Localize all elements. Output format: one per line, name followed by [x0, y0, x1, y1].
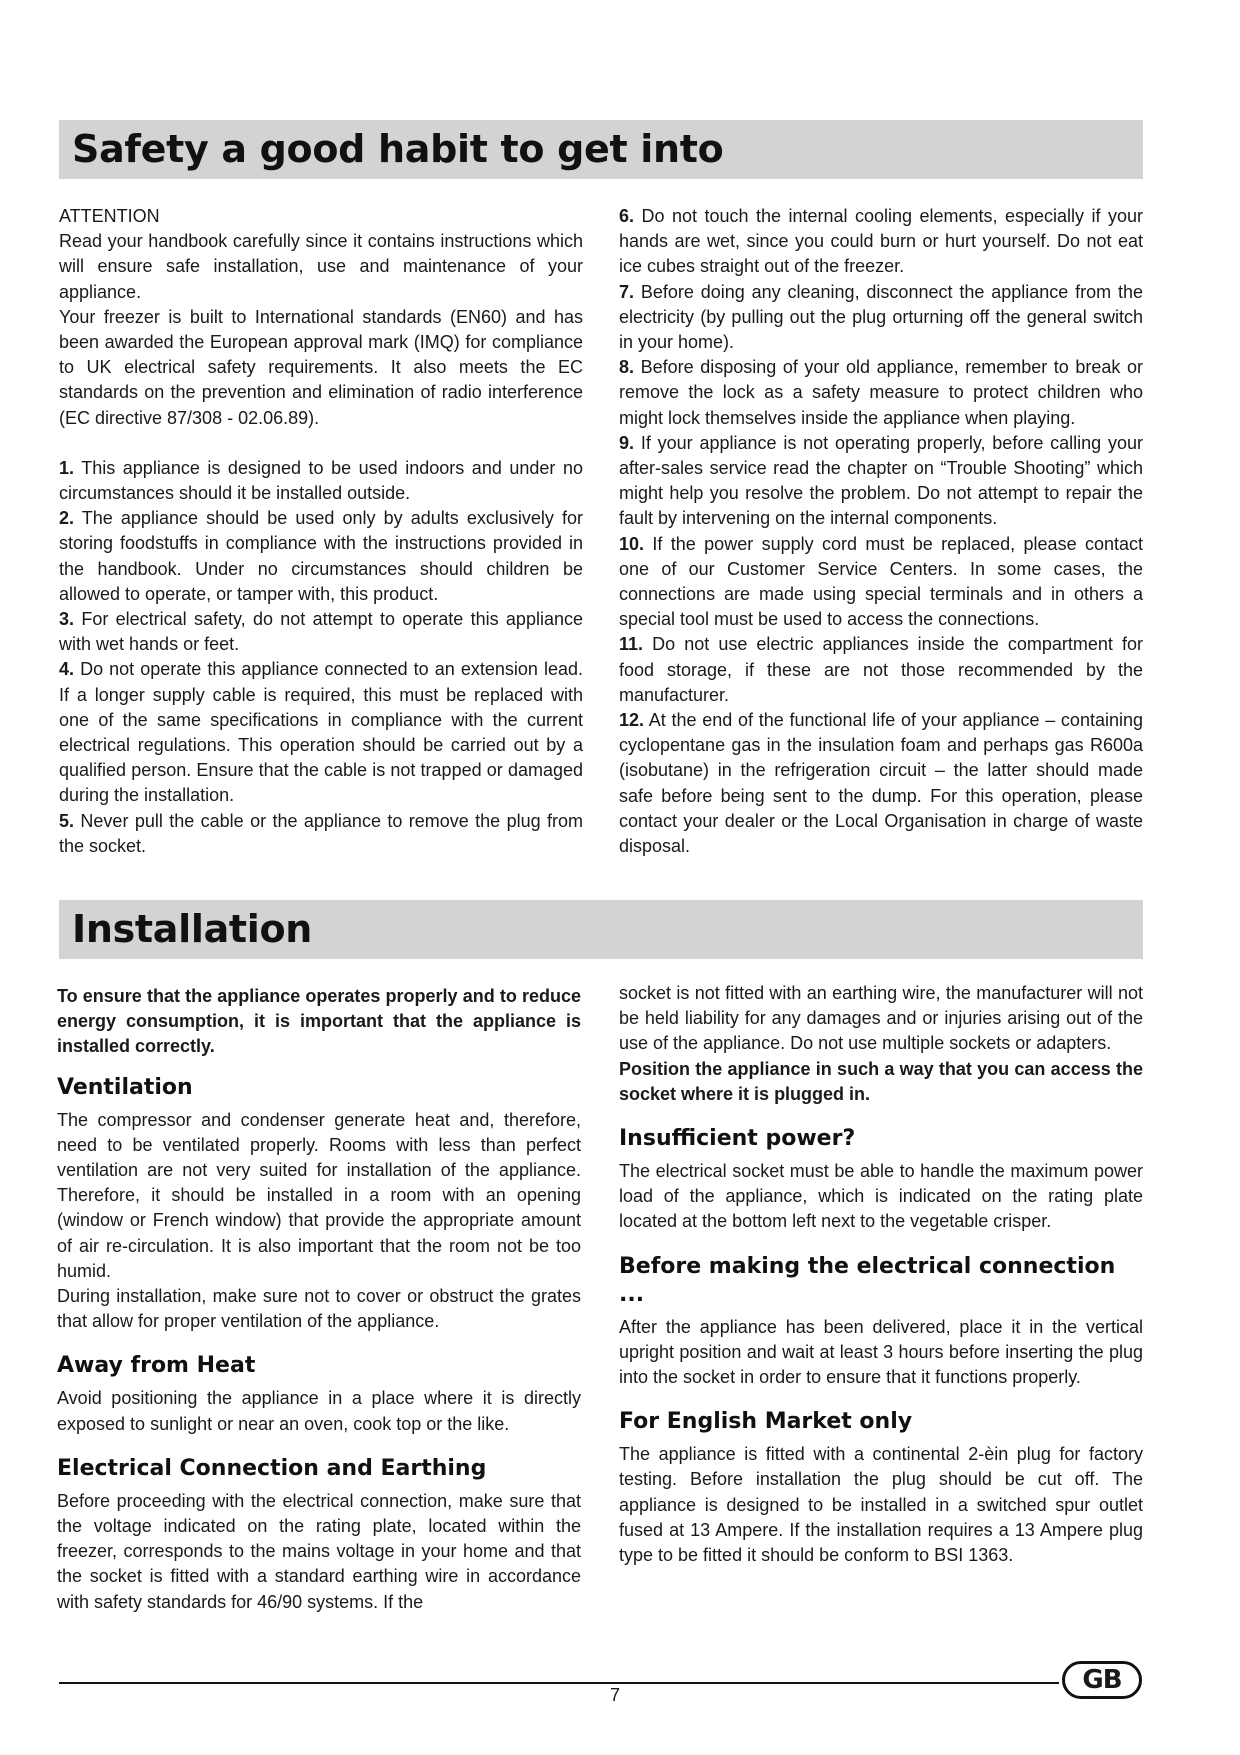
footer-divider	[59, 1682, 1059, 1684]
before-connection-heading: Before making the electrical connection ...	[619, 1253, 1116, 1307]
ventilation-heading: Ventilation	[57, 1074, 193, 1100]
country-badge: GB	[1062, 1661, 1142, 1699]
safety-intro-2: Your freezer is built to International standards (EN60) and has been awarded the European approval mark (IMQ) for compliance to UK electrical safety requirements. It also meets the EC standards on the prevention and elimination of radio interference (EC directive 87/308 - 02.06.89).	[59, 306, 583, 428]
safety-item: 12. At the end of the functional life of your appliance – containing cyclopentane gas in the insulation foam and perhaps gas R600a (isobutane) in the refrigeration circuit – the latter should made safe before being sent to the dump. For this operation, please contact your dealer or the Local Organisation in charge of waste disposal.	[619, 710, 1143, 857]
safety-left-column	[59, 204, 583, 859]
electrical-heading: Electrical Connection and Earthing	[57, 1455, 487, 1481]
safety-item: 7. Before doing any cleaning, disconnect the appliance from the electricity (by pulling out the plug orturning off the general switch in your home).	[619, 281, 1143, 353]
safety-item: 8. Before disposing of your old appliance, remember to break or remove the lock as a safety measure to protect children who might lock themselves inside the appliance when playing.	[619, 357, 1143, 428]
safety-item: 6. Do not touch the internal cooling elements, especially if your hands are wet, since you could burn or hurt yourself. Do not eat ice cubes straight out of the freezer.	[619, 206, 1143, 277]
safety-item: 2. The appliance should be used only by adults exclusively for storing foodstuffs in compliance with the instructions provided in the handbook. Under no circumstances should children be allowed to operate, or tamper with, this product.	[59, 508, 583, 604]
english-market-text: The appliance is fitted with a continental 2-èin plug for factory testing. Before installation the plug should be cut off. The appliance is designed to be installed in a switched spur outlet fused at 13 Ampere. If the installation requires a 13 Ampere plug type to be fitted it should be conform to BSI 1363.	[619, 1444, 1143, 1566]
insufficient-power-text: The electrical socket must be able to handle the maximum power load of the appliance, which is indicated on the rating plate located at the bottom left next to the vegetable crisper.	[619, 1161, 1143, 1232]
safety-title-banner	[59, 120, 1143, 179]
safety-intro-1: Read your handbook carefully since it contains instructions which will ensure safe installation, use and maintenance of your appliance.	[59, 231, 583, 302]
installation-right-column	[619, 981, 1143, 1568]
safety-item: 11. Do not use electric appliances inside the compartment for food storage, if these are not those recommended by the manufacturer.	[619, 634, 1143, 705]
ventilation-text-2: During installation, make sure not to cover or obstruct the grates that allow for proper ventilation of the appliance.	[57, 1286, 581, 1332]
english-market-heading: For English Market only	[619, 1409, 913, 1435]
safety-item: 5. Never pull the cable or the appliance to remove the plug from the socket.	[59, 810, 583, 856]
installation-title-banner	[59, 900, 1143, 959]
attention-label: ATTENTION	[59, 206, 160, 226]
safety-item: 10. If the power supply cord must be replaced, please contact one of our Customer Service Centers. In some cases, the connections are made using special terminals and in others a special tool must be used to access the connections.	[619, 533, 1143, 630]
safety-right-column	[619, 204, 1143, 859]
installation-title: Installation	[72, 907, 313, 951]
safety-item: 1. This appliance is designed to be used indoors and under no circumstances should it be installed outside.	[59, 457, 583, 504]
safety-item: 3. For electrical safety, do not attempt to operate this appliance with wet hands or feet.	[59, 609, 583, 655]
electrical-text-cont: socket is not fitted with an earthing wire, the manufacturer will not be held liability for any damages and or injuries arising out of the use of the appliance. Do not use multiple sockets or adapters.	[619, 983, 1143, 1054]
safety-item: 9. If your appliance is not operating properly, before calling your after-sales service read the chapter on “Trouble Shooting” which might help you resolve the problem. Do not attempt to repair the fault by intervening on the internal components.	[619, 432, 1143, 529]
before-connection-text: After the appliance has been delivered, place it in the vertical upright position and wait at least 3 hours before inserting the plug into the socket in order to ensure that it functions properly.	[619, 1316, 1143, 1388]
away-from-heat-text: Avoid positioning the appliance in a place where it is directly exposed to sunlight or near an oven, cook top or the like.	[57, 1388, 581, 1434]
ventilation-text-1: The compressor and condenser generate heat and, therefore, need to be ventilated properly. Rooms with less than perfect ventilation are not very suited for installation of the appliance. Therefore, it should be installed in a room with an opening (window or French window) that provide the appropriate amount of air re-circulation. It is also important that the room not be too humid.	[57, 1109, 581, 1281]
electrical-socket-note: Position the appliance in such a way that you can access the socket where it is plugged in.	[619, 1058, 1143, 1104]
electrical-text: Before proceeding with the electrical connection, make sure that the voltage indicated on the rating plate, located within the freezer, corresponds to the mains voltage in your home and that the socket is fitted with a standard earthing wire in accordance with safety standards for 46/90 systems. If the	[57, 1490, 581, 1612]
insufficient-power-heading: Insufficient power?	[619, 1126, 856, 1152]
away-from-heat-heading: Away from Heat	[57, 1353, 256, 1379]
installation-left-column	[57, 984, 581, 1615]
installation-intro: To ensure that the appliance operates properly and to reduce energy consumption, it is important that the appliance is installed correctly.	[57, 986, 581, 1057]
page-number: 7	[609, 1685, 620, 1705]
safety-item: 4. Do not operate this appliance connected to an extension lead. If a longer supply cable is required, this must be replaced with one of the same specifications in compliance with the current electrical regulations. This operation should be carried out by a qualified person. Ensure that the cable is not trapped or damaged during the installation.	[59, 659, 583, 806]
safety-title: Safety a good habit to get into	[72, 127, 724, 171]
